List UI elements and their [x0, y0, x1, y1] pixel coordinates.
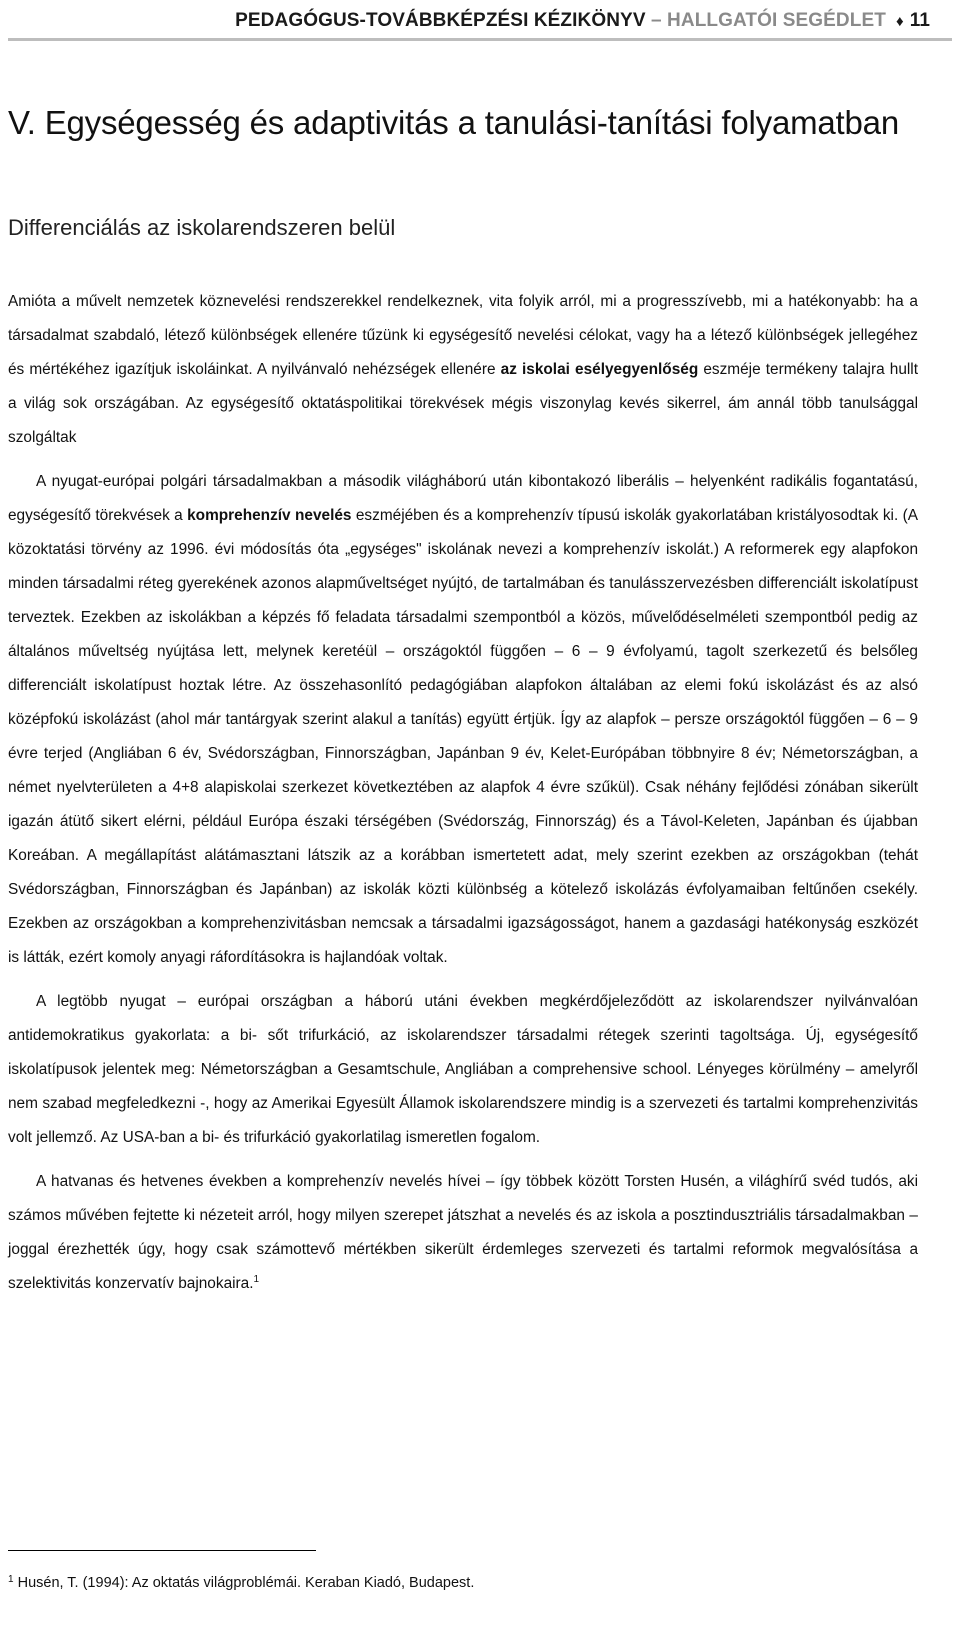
paragraph-1: Amióta a művelt nemzetek köznevelési rendszerekkel rendelkeznek, vita folyik arról, mi a progresszívebb, mi a hatékonyabb: ha a társadalmat szabdaló, létező különbségek ellenére tűzünk ki egységesítő nevelési célokat, vagy ha a létező különbségek jellegéhez és mértékéhez igazítjuk iskoláinkat. A nyilvánvaló nehézségek ellenére az iskolai esélyegyenlőség eszméje termékeny talajra hullt a világ sok országában. Az egységesítő oktatáspolitikai törekvések mégis viszonylag kevés sikerrel, ám annál több tanulsággal szolgáltak — [8, 293, 918, 446]
header-dash: – — [650, 10, 662, 31]
bold-term-esselyegyenloseg: az iskolai esélyegyenlőség — [500, 361, 699, 378]
running-header — [8, 4, 930, 38]
page-number: 11 — [909, 10, 930, 31]
bold-term-komprehenziv: komprehenzív nevelés — [187, 507, 352, 524]
footnote-rule — [8, 1550, 316, 1551]
footnote-reference[interactable]: 1 — [253, 1274, 260, 1285]
paragraph-2: A nyugat-európai polgári társadalmakban a második világháború után kibontakozó liberális – helyenként radikális fogantatású, egységesítő törekvések a komprehenzív nevelés eszméjében és a komprehenzív típusú iskolák gyakorlatában kristályosodtak ki. (A közoktatási törvény az 1996. évi módosítás óta „egységes" iskolának nevezi a komprehenzív iskolát.) A reformerek egy alapfokon minden társadalmi réteg gyerekének azonos alapműveltséget nyújtó, de tartalmában és tanulásszervezésben differenciált iskolatípust terveztek. Ezekben az iskolákban a képzés fő feladata társadalmi szempontból a közös, művelődéselméleti szempontból pedig az általános műveltség nyújtása lett, melynek keretéül – országoktól függően – 6 – 9 évfolyamú, tagolt szerkezetű és belsőleg differenciált iskolatípust hoztak létre. Az összehasonlító pedagógiában alapfokon általában az elemi fokú iskolázást és az alsó középfokú iskolázást (ahol már tantárgyak szerint alakul a tanítás) együtt értjük. Így az alapfok – persze országoktól függően – 6 – 9 évre terjed (Angliában 6 év, Svédországban, Finnországban, Japánban 9 év, Kelet-Európában többnyire 8 év; Németországban, a német nyelvterületen a 4+8 alapiskolai szerkezet következtében az alapfok 4 évre szűkül). Csak néhány fejlődési zónában sikerült igazán átütő sikert elérni, például Európa északi térségében (Svédország, Finnország) és a Távol-Keleten, Japánban és újabban Koreában. A megállapítást alátámasztani látszik az a korábban ismertetett adat, mely szerint ezekben az országokban (tehát Svédországban, Finnországban és Japánban) az iskolák közti különbség a kötelező iskolázás évfolyamaiban feltűnően csekély. Ezekben az országokban a komprehenzivitásban nemcsak a társadalmi igazságosságot, hanem a gazdasági hatékonyság eszközét is látták, ezért komoly anyagi ráfordításokra is hajlandóak voltak. — [8, 473, 918, 966]
body-text — [8, 285, 918, 1301]
section-title: Differenciálás az iskolarendszeren belül — [8, 215, 396, 240]
paragraph-3: A legtöbb nyugat – európai országban a háború utáni években megkérdőjeleződött az iskolarendszer nyilvánvalóan antidemokratikus gyakorlata: a bi- sőt trifurkáció, az iskolarendszer társadalmi rétegek szerinti tagoltsága. Új, egységesítő iskolatípusok jelentek meg: Németországban a Gesamtschule, Angliában a comprehensive school. Lényeges körülmény – amelyről nem szabad megfeledkezni -, hogy az Amerikai Egyesült Államok iskolarendszere mindig is a szervezeti és tartalmi komprehenzivitás volt jellemző. Az USA-ban a bi- és trifurkáció gyakorlatilag ismeretlen fogalom. — [8, 993, 918, 1146]
paragraph-4: A hatvanas és hetvenes években a komprehenzív nevelés hívei – így többek között Torsten Husén, a világhírű svéd tudós, aki számos művében fejtette ki nézeteit arról, hogy milyen szerepet játszhat a nevelés és az iskola a posztindusztriális társadalmakban – joggal érezhették úgy, hogy csak számottevő mértékben sikerült érdemleges szervezeti és tartalmi reformok megvalósítása a szelektivitás konzervatív bajnokaira.$^1$ — [8, 1173, 918, 1292]
book-title: PEDAGÓGUS-TOVÁBBKÉPZÉSI KÉZIKÖNYV — [235, 10, 646, 31]
chapter-title: V. Egységesség és adaptivitás a tanulási-tanítási folyamatban — [8, 104, 899, 141]
footnote-text: Husén, T. (1994): Az oktatás világproblémái. Keraban Kiadó, Budapest. — [13, 1575, 475, 1591]
header-subtitle: HALLGATÓI SEGÉDLET — [667, 10, 886, 31]
footnote — [8, 1575, 474, 1591]
footnote-mark: 1 — [8, 1574, 14, 1585]
header-rule — [8, 38, 952, 41]
diamond-icon: ♦ — [895, 12, 904, 30]
